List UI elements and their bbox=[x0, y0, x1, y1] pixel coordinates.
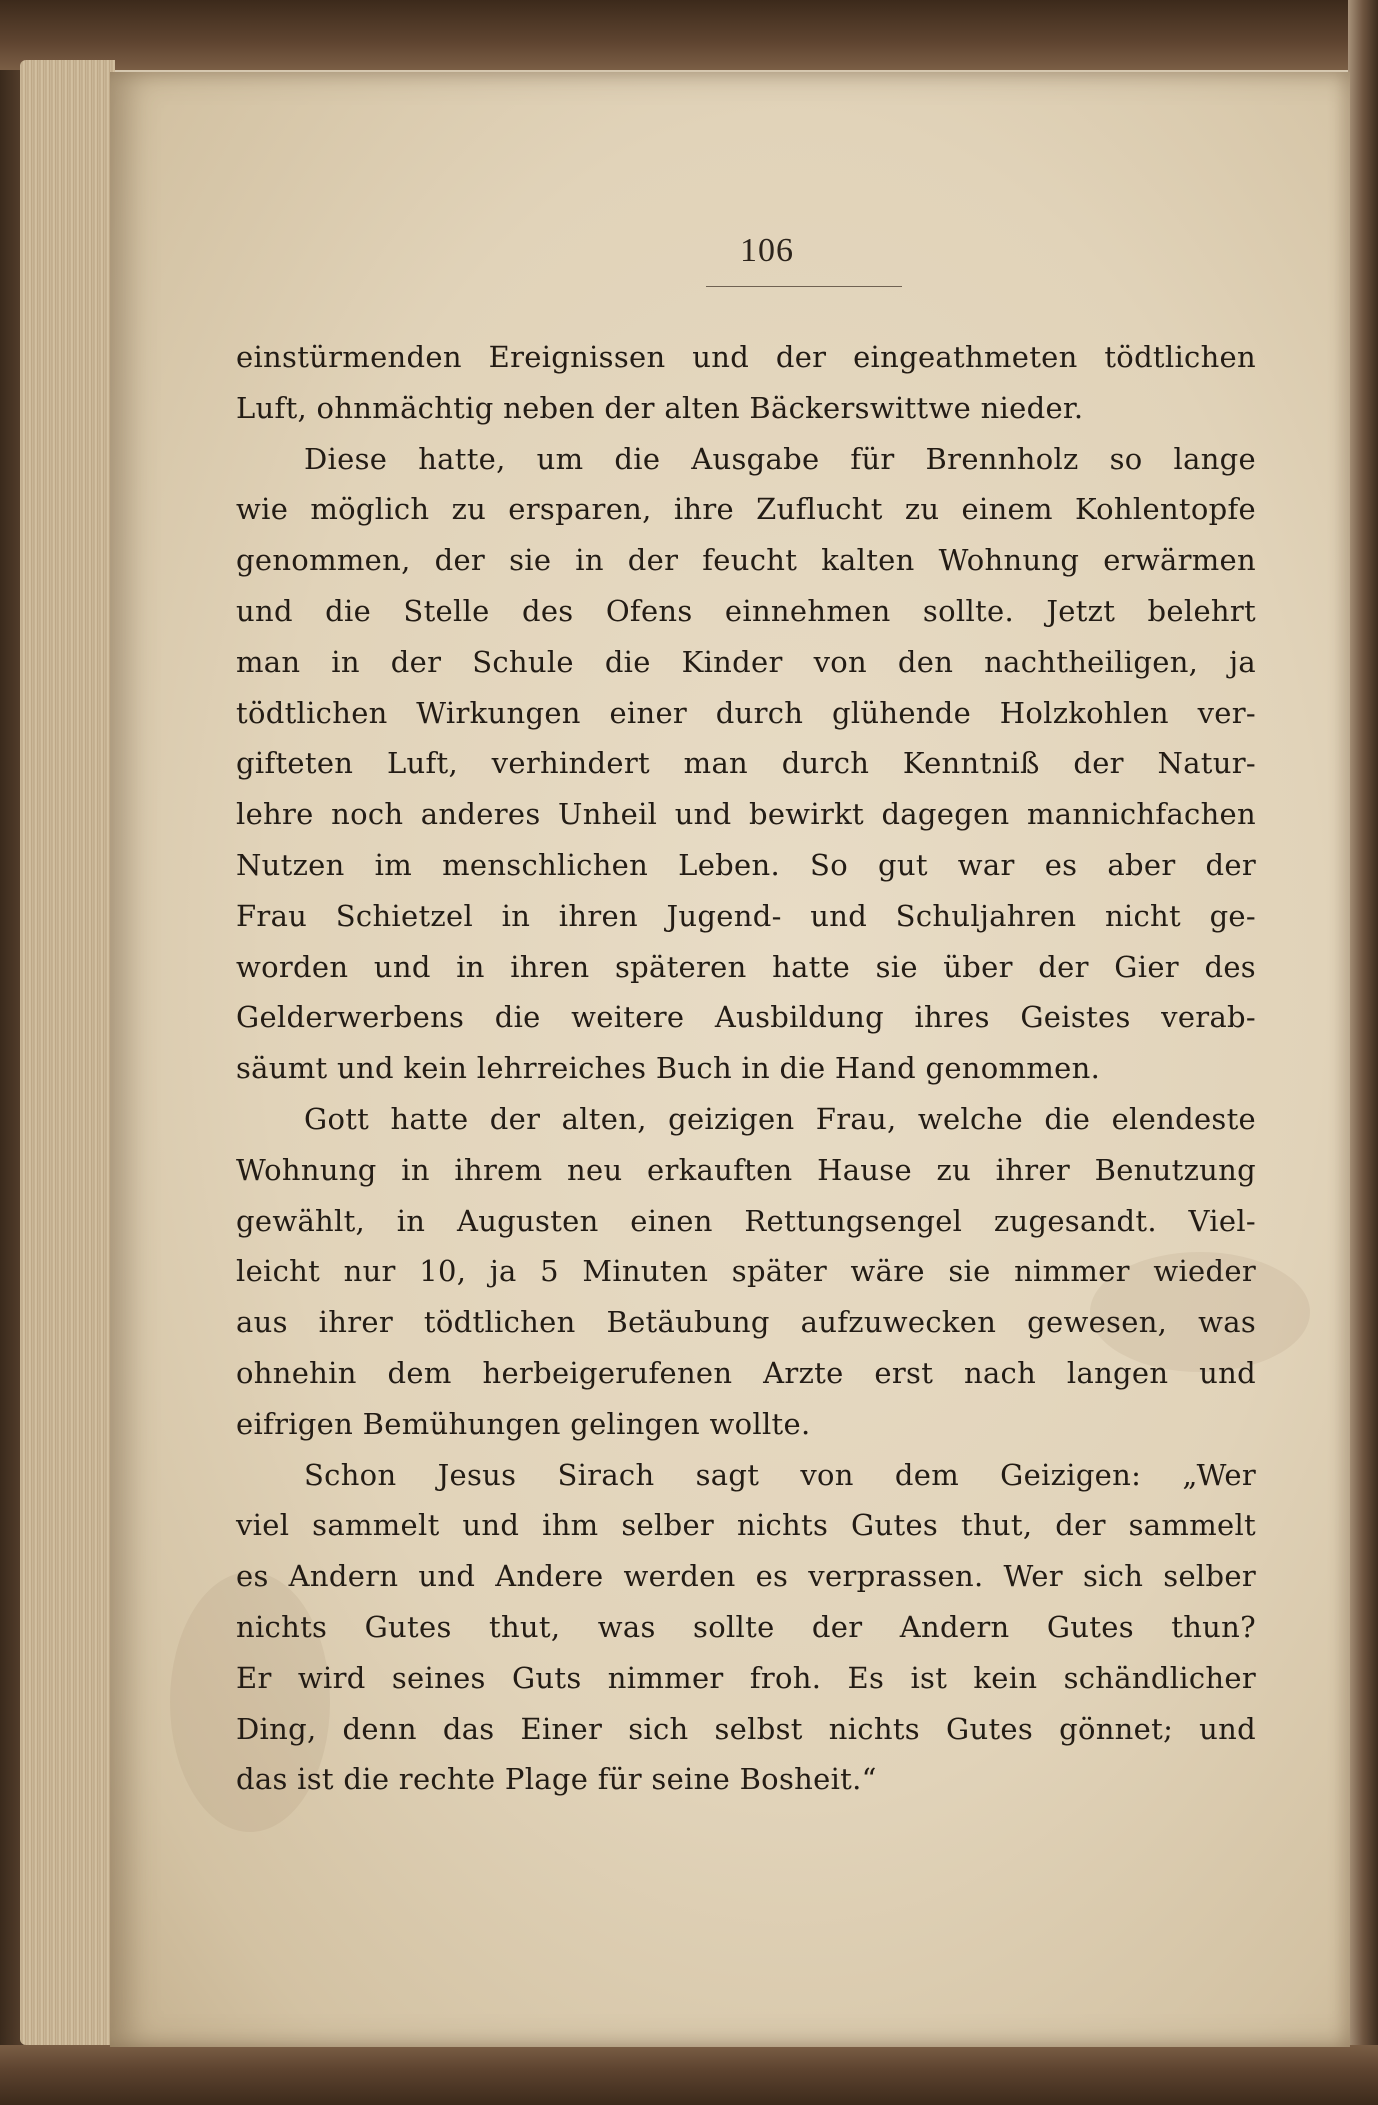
text-line: Ding, denn das Einer sich selbst nichts Gutes gönnet; und bbox=[236, 1711, 1256, 1746]
text-line: einstürmenden Ereignissen und der eingeathmeten tödtlichen bbox=[236, 340, 1256, 374]
text-line: Luft, ohnmächtig neben der alten Bäckerswittwe nieder. bbox=[236, 390, 1084, 425]
page-edges bbox=[20, 60, 115, 2045]
text-line: aus ihrer tödtlichen Betäubung aufzuwecken gewesen, was bbox=[236, 1305, 1256, 1340]
text-line: wie möglich zu ersparen, ihre Zuflucht zu einem Kohlentopfe bbox=[236, 492, 1256, 527]
text-line: gewählt, in Augusten einen Rettungsengel zugesandt. Viel- bbox=[236, 1203, 1256, 1238]
bottom-shadow bbox=[0, 2045, 1378, 2105]
text-line: worden und in ihren späteren hatte sie über der Gier des bbox=[236, 949, 1256, 984]
header-rule bbox=[706, 286, 902, 287]
text-line: leicht nur 10, ja 5 Minuten später wäre sie nimmer wieder bbox=[236, 1254, 1256, 1289]
text-line: man in der Schule die Kinder von den nachtheiligen, ja bbox=[236, 644, 1256, 679]
text-line: Gelderwerbens die weitere Ausbildung ihres Geistes verab- bbox=[236, 1000, 1256, 1035]
text-line: Wohnung in ihrem neu erkauften Hause zu ihrer Benutzung bbox=[236, 1152, 1256, 1187]
text-line: genommen, der sie in der feucht kalten Wohnung erwärmen bbox=[236, 543, 1256, 578]
text-line: Nutzen im menschlichen Leben. So gut war es aber der bbox=[236, 847, 1256, 882]
text-line: Gott hatte der alten, geizigen Frau, welche die elendeste bbox=[304, 1101, 1256, 1136]
text-line: das ist die rechte Plage für seine Bosheit.“ bbox=[236, 1762, 877, 1797]
text-line: nichts Gutes thut, was sollte der Andern Gutes thun? bbox=[236, 1609, 1256, 1644]
text-line: säumt und kein lehrreiches Buch in die Hand genommen. bbox=[236, 1051, 1101, 1086]
text-line: Frau Schietzel in ihren Jugend- und Schuljahren nicht ge- bbox=[236, 898, 1256, 933]
text-line: Er wird seines Guts nimmer froh. Es ist kein schändlicher bbox=[236, 1660, 1256, 1695]
text-line: ohnehin dem herbeigerufenen Arzte erst nach langen und bbox=[236, 1355, 1256, 1390]
text-line: Schon Jesus Sirach sagt von dem Geizigen: „Wer bbox=[304, 1457, 1256, 1492]
text-line: es Andern und Andere werden es verprassen. Wer sich selber bbox=[236, 1559, 1256, 1594]
top-shadow bbox=[0, 0, 1378, 70]
text-line: und die Stelle des Ofens einnehmen sollte. Jetzt belehrt bbox=[236, 593, 1256, 628]
text-line: eifrigen Bemühungen gelingen wollte. bbox=[236, 1406, 811, 1441]
page-number: 106 bbox=[740, 232, 794, 269]
right-edge bbox=[1348, 0, 1378, 2105]
text-line: Diese hatte, um die Ausgabe für Brennholz so lange bbox=[304, 441, 1256, 476]
body-text bbox=[236, 332, 1256, 1805]
text-line: viel sammelt und ihm selber nichts Gutes thut, der sammelt bbox=[236, 1508, 1256, 1543]
text-line: tödtlichen Wirkungen einer durch glühende Holzkohlen ver- bbox=[236, 695, 1256, 730]
text-line: lehre noch anderes Unheil und bewirkt dagegen mannichfachen bbox=[236, 797, 1256, 832]
text-line: gifteten Luft, verhindert man durch Kenntniß der Natur- bbox=[236, 746, 1256, 781]
